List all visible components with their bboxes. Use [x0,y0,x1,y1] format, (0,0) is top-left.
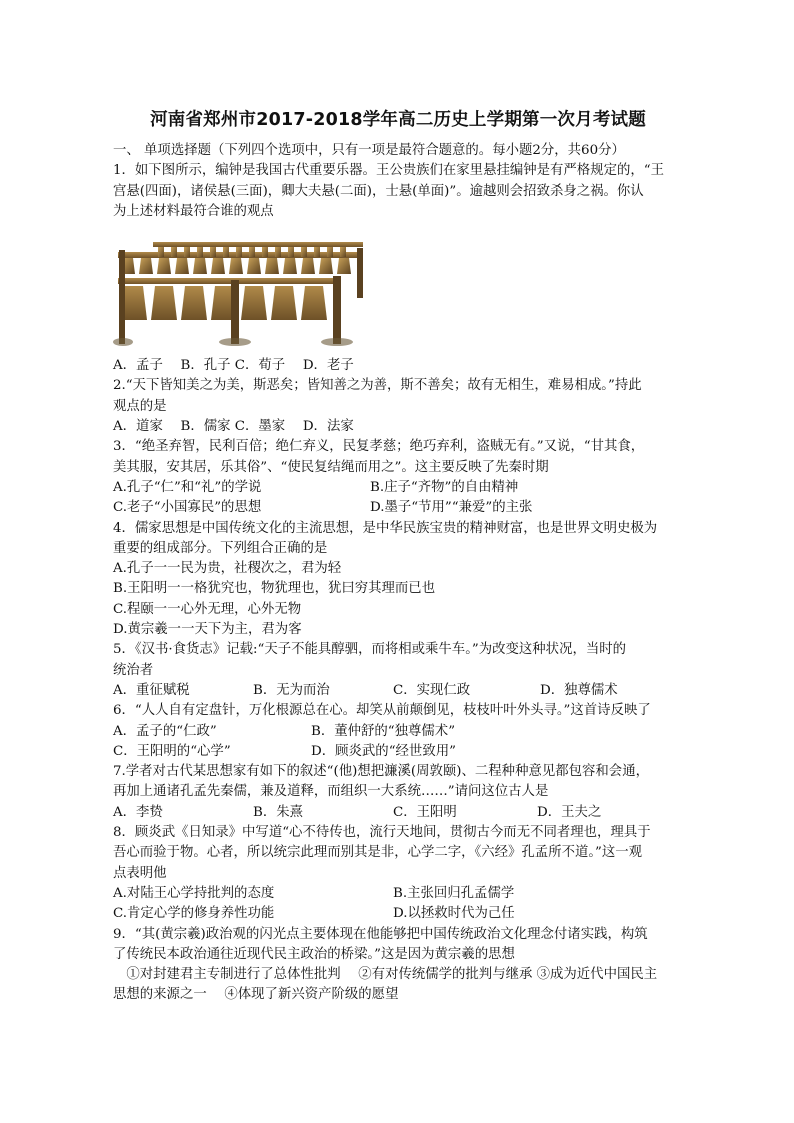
option-c: C.老子“小国寡民”的思想 [113,500,262,516]
option-c: C．王阳明的“心学” [113,743,231,759]
option-a: A．孟子的“仁政” [113,723,217,739]
option-d: D．独尊儒术 [540,682,618,698]
option-a: A．李贽 [113,804,163,820]
option-d: D．王夫之 [537,804,602,820]
question-6 [113,701,683,762]
question-1-line-1: 1．如下图所示，编钟是我国古代重要乐器。王公贵族们在家里悬挂编钟是有严格规定的，“王 [113,163,664,179]
option-b: B.王阳明一一格犹究也，物犹理也，犹曰穷其理而已也 [113,581,436,597]
option-c: C．实现仁政 [393,682,471,698]
option-a: A.孔子“仁”和“礼”的学说 [113,479,262,495]
question-6-options-row-2 [113,742,683,762]
option-a: A.对陆王心学持批判的态度 [113,885,275,901]
question-8-options-row-1 [113,884,683,904]
option-a: A．重征赋税 [113,682,190,698]
option-d: D.黄宗羲一一天下为主，君为客 [113,622,302,638]
question-5-options [113,681,683,701]
question-2-line-2: 观点的是 [113,398,167,414]
question-8-line-1: 8．顾炎武《日知录》中写道“心不待传也，流行天地间，贯彻古今而无不同者理也，理具于 [113,825,651,841]
question-4-line-1: 4．儒家思想是中国传统文化的主流思想，是中华民族宝贵的精神财富，也是世界文明史极为 [113,520,658,536]
question-2-line-1: 2.“天下皆知美之为美，斯恶矣；皆知善之为善，斯不善矣；故有无相生，难易相成。”持此 [113,378,642,394]
option-d: D．顾炎武的“经世致用” [311,743,456,759]
option-c: C.肯定心学的修身养性功能 [113,906,275,922]
question-9-line-3: ①对封建君主专制进行了总体性批判 ②有对传统儒学的批判与继承 ③成为近代中国民主 [113,967,658,983]
question-4 [113,519,683,641]
question-7 [113,762,683,823]
option-b: B．无为而治 [253,682,330,698]
question-9-line-1: 9．“其(黄宗羲)政治观的闪光点主要体现在他能够把中国传统政治文化理念付诸实践，构筑 [113,926,648,942]
option-b: B.主张回归孔孟儒学 [393,885,515,901]
question-1-line-2: 宫悬(四面)，诸侯悬(三面)，卿大夫悬(二面)，士悬(单面)”。逾越则会招致杀身之祸。你认 [113,183,644,199]
question-8-options-row-2 [113,904,683,924]
page-title: 河南省郑州市2017-2018学年高二历史上学期第一次月考试题 [150,110,646,130]
question-1-line-3: 为上述材料最符合谁的观点 [113,203,274,219]
question-1-options: A．孟子 B．孔子 C．荀子 D．老子 [113,358,354,374]
question-3-line-2: 美其服，安其居，乐其俗”、“使民复结绳而用之”。这主要反映了先秦时期 [113,459,549,475]
option-b: B．董仲舒的“独尊儒术” [311,723,456,739]
option-b: B．朱熹 [253,804,304,820]
question-3-options-row-2 [113,498,683,518]
question-3-options-row-1 [113,478,683,498]
exam-page [113,102,683,1006]
question-2 [113,376,683,437]
option-c: C.程颐一一心外无理，心外无物 [113,601,302,617]
question-8 [113,823,683,924]
question-1 [113,161,683,376]
option-d: D.以拯救时代为己任 [393,906,515,922]
question-5-line-2: 统治者 [113,662,154,678]
question-7-line-2: 再加上通诸孔孟先秦儒，兼及道释，而组织一大系统……”请问这位古人是 [113,784,549,800]
option-d: D.墨子“节用”“兼爱”的主张 [370,500,533,516]
question-4-line-2: 重要的组成部分。下列组合正确的是 [113,540,328,556]
question-6-options-row-1 [113,722,683,742]
question-3-line-1: 3．“绝圣弃智，民利百倍；绝仁弃义，民复孝慈；绝巧弃利，盗贼无有。”又说，“甘其食， [113,439,645,455]
option-a: A.孔子一一民为贵，社稷次之，君为轻 [113,561,342,577]
question-5-line-1: 5．《汉书·食货志》记载:“天子不能具醇驷，而将相或乘牛车。”为改变这种状况，当时的 [113,642,627,658]
question-9-line-4: 思想的来源之一 ④体现了新兴资产阶级的愿望 [113,987,399,1003]
question-3 [113,437,683,518]
section-heading: 一、 单项选择题（下列四个选项中，只有一项是最符合题意的。每小题2分，共60分） [113,143,625,158]
question-2-options: A．道家 B．儒家 C．墨家 D．法家 [113,419,354,435]
question-7-line-1: 7.学者对古代某思想家有如下的叙述“(他)想把濂溪(周敦颐)、二程种种意见都包容和会通， [113,764,649,780]
bianzhong-bells-image [113,230,368,348]
question-9 [113,925,683,1006]
question-6-line-1: 6．“人人自有定盘针，万化根源总在心。却笑从前颠倒见，枝枝叶叶外头寻。”这首诗反映了 [113,703,651,719]
question-5 [113,640,683,701]
question-7-options [113,803,683,823]
question-8-line-2: 吾心而验于物。心者，所以统宗此理而别其是非，心学二字，《六经》孔孟所不道。”这一观 [113,845,643,861]
question-8-line-3: 点表明他 [113,865,167,881]
option-c: C．王阳明 [393,804,457,820]
option-b: B.庄子“齐物”的自由精神 [370,479,519,495]
question-9-line-2: 了传统民本政治通往近现代民主政治的桥梁。”这是因为黄宗羲的思想 [113,946,515,962]
